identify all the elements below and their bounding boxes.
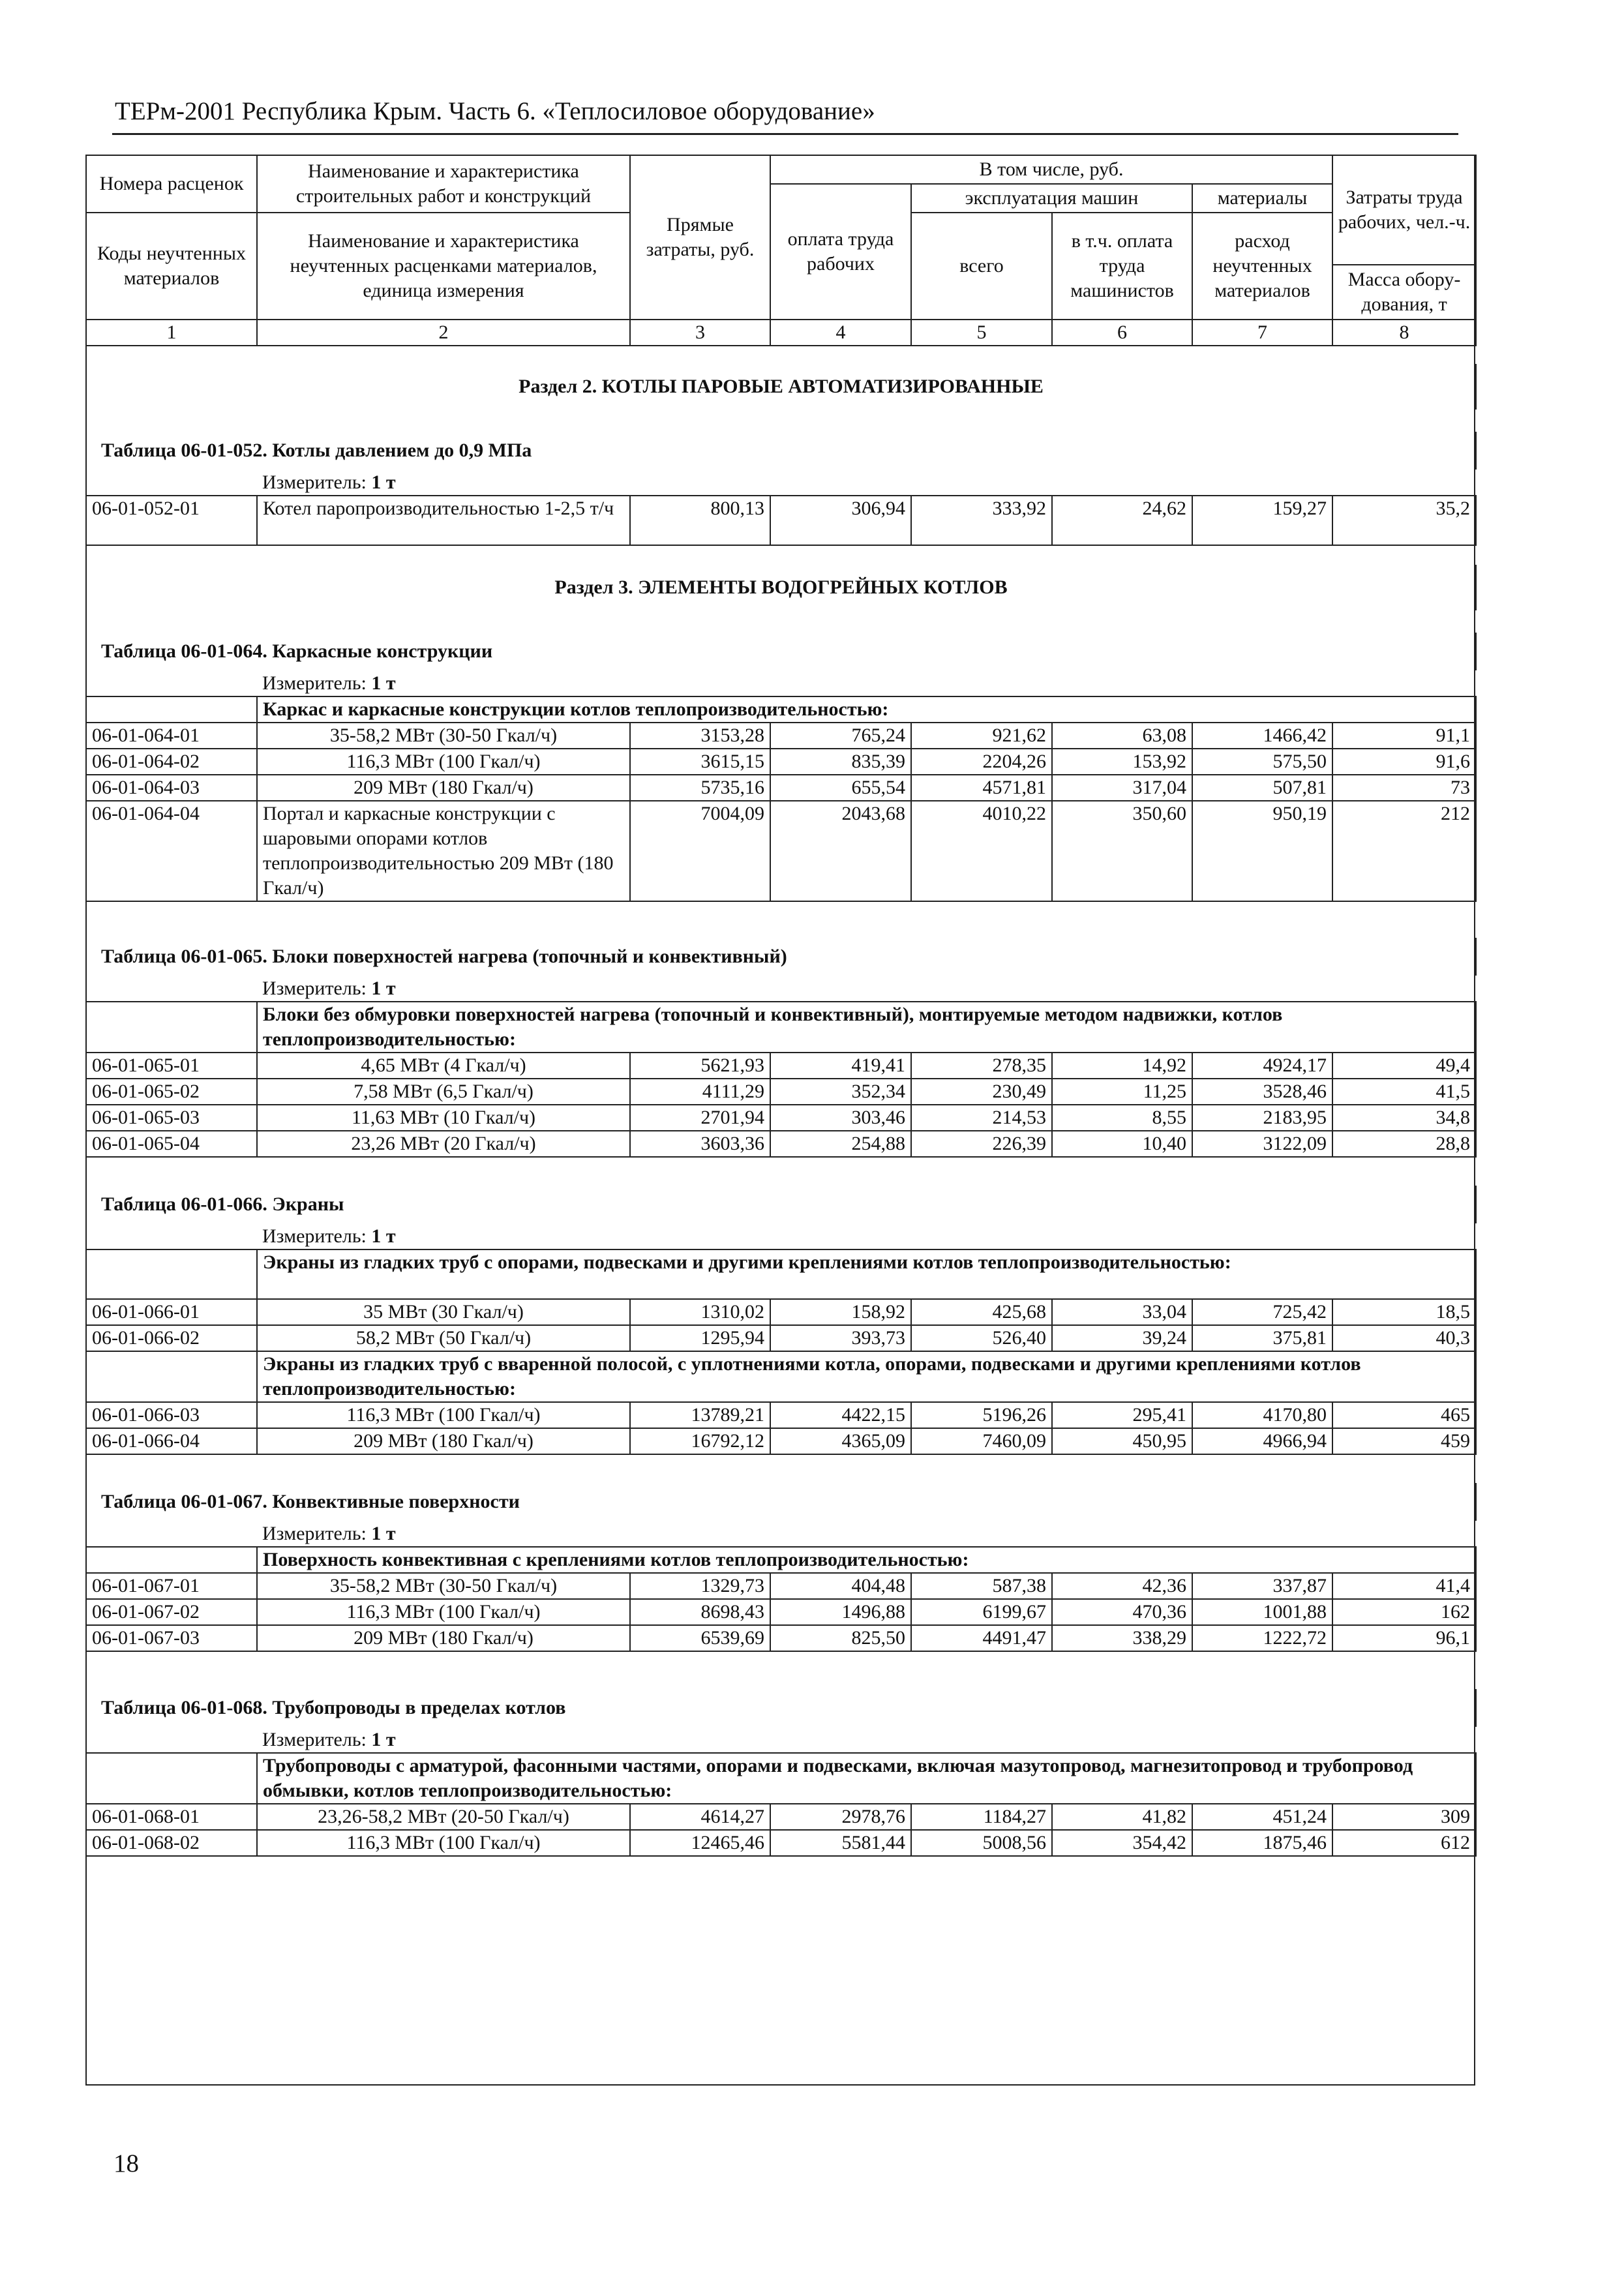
materials-cost: 1466,42	[1192, 723, 1332, 749]
col1-header-b: Коды неучтенных материалов	[86, 213, 257, 320]
labor-pay: 1496,88	[770, 1599, 911, 1625]
direct-cost: 3603,36	[630, 1131, 770, 1157]
direct-cost: 5735,16	[630, 775, 770, 801]
table-row	[86, 1079, 1476, 1105]
table-title: Таблица 06-01-068. Трубопроводы в пределах котлов	[86, 1689, 1476, 1727]
measure-spacer	[86, 470, 257, 496]
measure-value: 1 т	[371, 977, 396, 999]
direct-cost: 1310,02	[630, 1299, 770, 1325]
machines-total: 226,39	[911, 1131, 1052, 1157]
measure-spacer	[86, 670, 257, 696]
measure-value: 1 т	[371, 471, 396, 493]
col-number: 8	[1332, 320, 1476, 346]
measure-spacer	[86, 1521, 257, 1547]
labor-hours: 459	[1332, 1428, 1476, 1454]
labor-pay: 306,94	[770, 496, 911, 545]
measure-label: Измеритель:	[262, 1728, 372, 1750]
rate-name: 23,26-58,2 МВт (20-50 Гкал/ч)	[257, 1804, 630, 1830]
subheader-code-cell	[86, 696, 257, 723]
table-row	[86, 749, 1476, 775]
materials-cost: 950,19	[1192, 801, 1332, 901]
table-row	[86, 1428, 1476, 1454]
materials-cost: 3528,46	[1192, 1079, 1332, 1105]
machinists-pay: 41,82	[1052, 1804, 1192, 1830]
measure-value: 1 т	[371, 1728, 396, 1750]
direct-cost: 800,13	[630, 496, 770, 545]
subheader-code-cell	[86, 1547, 257, 1573]
direct-cost: 1295,94	[630, 1325, 770, 1351]
rate-code: 06-01-065-01	[86, 1053, 257, 1079]
table-subheader: Поверхность конвективная с креплениями котлов теплопроизводительностью:	[257, 1547, 1476, 1573]
rate-code: 06-01-068-01	[86, 1804, 257, 1830]
rate-code: 06-01-067-02	[86, 1599, 257, 1625]
measure-spacer	[86, 1727, 257, 1753]
spacer	[86, 346, 1476, 364]
incl-header: В том числе, руб.	[770, 155, 1332, 184]
machinists-pay: 24,62	[1052, 496, 1192, 545]
col2-header-b: Наименование и характеристика неучтенных расценками материалов, единица измерения	[257, 213, 630, 320]
table-title: Таблица 06-01-067. Конвективные поверхности	[86, 1483, 1476, 1521]
measure-unit	[257, 1727, 1476, 1753]
machinists-pay: 11,25	[1052, 1079, 1192, 1105]
col-number: 6	[1052, 320, 1192, 346]
machinists-pay: 153,92	[1052, 749, 1192, 775]
table-row	[86, 1804, 1476, 1830]
direct-cost: 4111,29	[630, 1079, 770, 1105]
rate-name: 7,58 МВт (6,5 Гкал/ч)	[257, 1079, 630, 1105]
machines-total: 587,38	[911, 1573, 1052, 1599]
measure-spacer	[86, 976, 257, 1002]
col8-header-b: Масса обору-дования, т	[1332, 265, 1476, 320]
rate-code: 06-01-068-02	[86, 1830, 257, 1856]
rate-code: 06-01-064-03	[86, 775, 257, 801]
rate-name: 23,26 МВт (20 Гкал/ч)	[257, 1131, 630, 1157]
measure-label: Измеритель:	[262, 1225, 372, 1247]
labor-hours: 465	[1332, 1402, 1476, 1428]
measure-value: 1 т	[371, 1225, 396, 1247]
labor-hours: 28,8	[1332, 1131, 1476, 1157]
table-row	[86, 1131, 1476, 1157]
labor-pay: 393,73	[770, 1325, 911, 1351]
rate-name: 116,3 МВт (100 Гкал/ч)	[257, 1402, 630, 1428]
rate-name: 116,3 МВт (100 Гкал/ч)	[257, 1830, 630, 1856]
table-subheader: Каркас и каркасные конструкции котлов теплопроизводительностью:	[257, 696, 1476, 723]
labor-hours: 91,6	[1332, 749, 1476, 775]
col6-header: в т.ч. оплата труда машинистов	[1052, 213, 1192, 320]
labor-hours: 162	[1332, 1599, 1476, 1625]
table-row	[86, 1105, 1476, 1131]
rate-name: 35-58,2 МВт (30-50 Гкал/ч)	[257, 1573, 630, 1599]
rate-code: 06-01-066-04	[86, 1428, 257, 1454]
machines-total: 5196,26	[911, 1402, 1052, 1428]
machinists-pay: 10,40	[1052, 1131, 1192, 1157]
col1-header-a: Номера расценок	[86, 155, 257, 213]
labor-pay: 419,41	[770, 1053, 911, 1079]
materials-cost: 507,81	[1192, 775, 1332, 801]
table-body	[86, 346, 1476, 1856]
table-title: Таблица 06-01-065. Блоки поверхностей нагрева (топочный и конвективный)	[86, 938, 1476, 976]
labor-pay: 2978,76	[770, 1804, 911, 1830]
spacer	[86, 901, 1476, 938]
machines-total: 4010,22	[911, 801, 1052, 901]
measure-unit	[257, 976, 1476, 1002]
col7-header: расход неучтенных материалов	[1192, 213, 1332, 320]
machinists-pay: 295,41	[1052, 1402, 1192, 1428]
rate-name: 4,65 МВт (4 Гкал/ч)	[257, 1053, 630, 1079]
table-title: Таблица 06-01-064. Каркасные конструкции	[86, 633, 1476, 670]
table-row	[86, 1573, 1476, 1599]
measure-label: Измеритель:	[262, 672, 372, 694]
col-number: 5	[911, 320, 1052, 346]
table-subheader: Трубопроводы с арматурой, фасонными частями, опорами и подвесками, включая мазутопровод, магнезитопровод и трубопровод обмывки, котлов теплопроизводительностью:	[257, 1753, 1476, 1804]
rate-name: 58,2 МВт (50 Гкал/ч)	[257, 1325, 630, 1351]
machinists-pay: 450,95	[1052, 1428, 1192, 1454]
subheader-code-cell	[86, 1351, 257, 1402]
direct-cost: 4614,27	[630, 1804, 770, 1830]
rate-name: Портал и каркасные конструкции с шаровыми опорами котлов теплопроизводительностью 209 МВт (180 Гкал/ч)	[257, 801, 630, 901]
materials-cost: 159,27	[1192, 496, 1332, 545]
machines-total: 214,53	[911, 1105, 1052, 1131]
page-header: ТЕРм-2001 Республика Крым. Часть 6. «Теплосиловое оборудование»	[115, 97, 875, 125]
measure-label: Измеритель:	[262, 977, 372, 999]
table-row	[86, 1053, 1476, 1079]
direct-cost: 16792,12	[630, 1428, 770, 1454]
subheader-code-cell	[86, 1753, 257, 1804]
rate-code: 06-01-065-03	[86, 1105, 257, 1131]
machines-total: 4571,81	[911, 775, 1052, 801]
rates-table	[85, 155, 1477, 1857]
machines-total: 230,49	[911, 1079, 1052, 1105]
machinists-pay: 63,08	[1052, 723, 1192, 749]
machinists-pay: 33,04	[1052, 1299, 1192, 1325]
col-number: 2	[257, 320, 630, 346]
spacer	[86, 1651, 1476, 1689]
machines-total: 333,92	[911, 496, 1052, 545]
rate-code: 06-01-052-01	[86, 496, 257, 545]
machinists-pay: 470,36	[1052, 1599, 1192, 1625]
section-title: Раздел 3. ЭЛЕМЕНТЫ ВОДОГРЕЙНЫХ КОТЛОВ	[86, 565, 1476, 610]
labor-pay: 4365,09	[770, 1428, 911, 1454]
direct-cost: 5621,93	[630, 1053, 770, 1079]
measure-unit	[257, 670, 1476, 696]
subheader-code-cell	[86, 1249, 257, 1299]
labor-pay: 825,50	[770, 1625, 911, 1651]
labor-hours: 35,2	[1332, 496, 1476, 545]
rate-code: 06-01-067-01	[86, 1573, 257, 1599]
labor-hours: 41,4	[1332, 1573, 1476, 1599]
machinists-pay: 42,36	[1052, 1573, 1192, 1599]
direct-cost: 13789,21	[630, 1402, 770, 1428]
spacer	[86, 545, 1476, 565]
measure-label: Измеритель:	[262, 1522, 372, 1544]
labor-pay: 352,34	[770, 1079, 911, 1105]
materials-cost: 3122,09	[1192, 1131, 1332, 1157]
direct-cost: 3615,15	[630, 749, 770, 775]
table-row	[86, 1830, 1476, 1856]
materials-cost: 4170,80	[1192, 1402, 1332, 1428]
materials-cost: 725,42	[1192, 1299, 1332, 1325]
labor-pay: 158,92	[770, 1299, 911, 1325]
subheader-code-cell	[86, 1002, 257, 1053]
labor-pay: 4422,15	[770, 1402, 911, 1428]
rate-name: 35 МВт (30 Гкал/ч)	[257, 1299, 630, 1325]
direct-cost: 2701,94	[630, 1105, 770, 1131]
labor-hours: 73	[1332, 775, 1476, 801]
spacer	[86, 1454, 1476, 1483]
machinists-pay: 14,92	[1052, 1053, 1192, 1079]
labor-hours: 18,5	[1332, 1299, 1476, 1325]
rate-code: 06-01-064-04	[86, 801, 257, 901]
col5-header: всего	[911, 213, 1052, 320]
table-row	[86, 1325, 1476, 1351]
machinists-pay: 317,04	[1052, 775, 1192, 801]
machines-total: 2204,26	[911, 749, 1052, 775]
direct-cost: 3153,28	[630, 723, 770, 749]
table-row	[86, 1299, 1476, 1325]
spacer	[86, 410, 1476, 432]
spacer	[86, 610, 1476, 633]
table-title: Таблица 06-01-052. Котлы давлением до 0,9 МПа	[86, 432, 1476, 470]
column-header	[86, 155, 1476, 346]
direct-cost: 8698,43	[630, 1599, 770, 1625]
machines-total: 1184,27	[911, 1804, 1052, 1830]
table-row	[86, 723, 1476, 749]
machines-total: 526,40	[911, 1325, 1052, 1351]
col2-header-a: Наименование и характеристика строительных работ и конструкций	[257, 155, 630, 213]
rate-code: 06-01-067-03	[86, 1625, 257, 1651]
direct-cost: 12465,46	[630, 1830, 770, 1856]
measure-unit	[257, 1521, 1476, 1547]
labor-pay: 254,88	[770, 1131, 911, 1157]
header-rule	[112, 133, 1458, 135]
machinists-pay: 350,60	[1052, 801, 1192, 901]
materials-cost: 575,50	[1192, 749, 1332, 775]
machinists-pay: 338,29	[1052, 1625, 1192, 1651]
materials-cost: 451,24	[1192, 1804, 1332, 1830]
machines-total: 7460,09	[911, 1428, 1052, 1454]
labor-hours: 96,1	[1332, 1625, 1476, 1651]
rate-name: 209 МВт (180 Гкал/ч)	[257, 775, 630, 801]
machinists-pay: 39,24	[1052, 1325, 1192, 1351]
table-row	[86, 1402, 1476, 1428]
materials-header: материалы	[1192, 184, 1332, 213]
direct-cost: 1329,73	[630, 1573, 770, 1599]
rate-name: 116,3 МВт (100 Гкал/ч)	[257, 749, 630, 775]
rate-name: Котел паропроизводительностью 1-2,5 т/ч	[257, 496, 630, 545]
machines-total: 425,68	[911, 1299, 1052, 1325]
measure-unit	[257, 1223, 1476, 1249]
materials-cost: 2183,95	[1192, 1105, 1332, 1131]
materials-cost: 4924,17	[1192, 1053, 1332, 1079]
materials-cost: 337,87	[1192, 1573, 1332, 1599]
rate-name: 11,63 МВт (10 Гкал/ч)	[257, 1105, 630, 1131]
materials-cost: 1222,72	[1192, 1625, 1332, 1651]
table-title: Таблица 06-01-066. Экраны	[86, 1186, 1476, 1223]
machines-total: 278,35	[911, 1053, 1052, 1079]
col3-header: Прямые затраты, руб.	[630, 155, 770, 320]
rate-code: 06-01-065-04	[86, 1131, 257, 1157]
machines-header: эксплуатация машин	[911, 184, 1192, 213]
col8-header-a: Затраты труда рабочих, чел.-ч.	[1332, 155, 1476, 265]
materials-cost: 4966,94	[1192, 1428, 1332, 1454]
labor-hours: 34,8	[1332, 1105, 1476, 1131]
labor-pay: 835,39	[770, 749, 911, 775]
labor-pay: 404,48	[770, 1573, 911, 1599]
labor-pay: 5581,44	[770, 1830, 911, 1856]
machines-total: 5008,56	[911, 1830, 1052, 1856]
col4-header: оплата труда рабочих	[770, 184, 911, 320]
spacer	[86, 1157, 1476, 1186]
materials-cost: 1001,88	[1192, 1599, 1332, 1625]
machinists-pay: 8,55	[1052, 1105, 1192, 1131]
col-number: 3	[630, 320, 770, 346]
table-row	[86, 1625, 1476, 1651]
materials-cost: 375,81	[1192, 1325, 1332, 1351]
rate-name: 116,3 МВт (100 Гкал/ч)	[257, 1599, 630, 1625]
labor-hours: 91,1	[1332, 723, 1476, 749]
labor-hours: 612	[1332, 1830, 1476, 1856]
direct-cost: 6539,69	[630, 1625, 770, 1651]
labor-pay: 2043,68	[770, 801, 911, 901]
measure-value: 1 т	[371, 672, 396, 694]
rate-code: 06-01-066-03	[86, 1402, 257, 1428]
col-number: 1	[86, 320, 257, 346]
direct-cost: 7004,09	[630, 801, 770, 901]
table-row	[86, 801, 1476, 901]
labor-pay: 655,54	[770, 775, 911, 801]
page-number: 18	[113, 2149, 139, 2177]
measure-spacer	[86, 1223, 257, 1249]
machines-total: 6199,67	[911, 1599, 1052, 1625]
labor-hours: 49,4	[1332, 1053, 1476, 1079]
rate-code: 06-01-064-01	[86, 723, 257, 749]
rate-name: 35-58,2 МВт (30-50 Гкал/ч)	[257, 723, 630, 749]
table-row	[86, 775, 1476, 801]
machines-total: 4491,47	[911, 1625, 1052, 1651]
section-title: Раздел 2. КОТЛЫ ПАРОВЫЕ АВТОМАТИЗИРОВАННЫЕ	[86, 364, 1476, 410]
table-subheader: Экраны из гладких труб с вваренной полосой, с уплотнениями котла, опорами, подвесками и другими креплениями котлов теплопроизводительностью:	[257, 1351, 1476, 1402]
col-number: 4	[770, 320, 911, 346]
measure-label: Измеритель:	[262, 471, 372, 493]
labor-hours: 212	[1332, 801, 1476, 901]
col-number: 7	[1192, 320, 1332, 346]
machines-total: 921,62	[911, 723, 1052, 749]
table-row	[86, 496, 1476, 545]
rate-code: 06-01-066-02	[86, 1325, 257, 1351]
materials-cost: 1875,46	[1192, 1830, 1332, 1856]
table-subheader: Блоки без обмуровки поверхностей нагрева (топочный и конвективный), монтируемые методом надвижки, котлов теплопроизводительностью:	[257, 1002, 1476, 1053]
labor-pay: 303,46	[770, 1105, 911, 1131]
measure-value: 1 т	[371, 1522, 396, 1544]
rate-code: 06-01-066-01	[86, 1299, 257, 1325]
rate-name: 209 МВт (180 Гкал/ч)	[257, 1428, 630, 1454]
table-subheader: Экраны из гладких труб с опорами, подвесками и другими креплениями котлов теплопроизводительностью:	[257, 1249, 1476, 1299]
rate-name: 209 МВт (180 Гкал/ч)	[257, 1625, 630, 1651]
labor-hours: 41,5	[1332, 1079, 1476, 1105]
measure-unit	[257, 470, 1476, 496]
rate-code: 06-01-064-02	[86, 749, 257, 775]
labor-pay: 765,24	[770, 723, 911, 749]
table-row	[86, 1599, 1476, 1625]
rate-code: 06-01-065-02	[86, 1079, 257, 1105]
labor-hours: 40,3	[1332, 1325, 1476, 1351]
labor-hours: 309	[1332, 1804, 1476, 1830]
machinists-pay: 354,42	[1052, 1830, 1192, 1856]
